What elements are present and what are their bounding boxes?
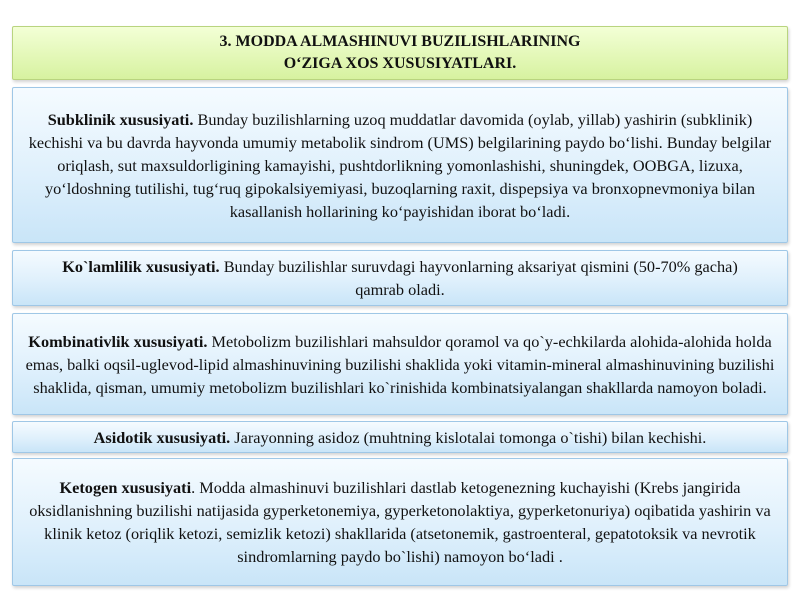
title-line-1: 3. MODDA ALMASHINUVI BUZILISHLARINING bbox=[219, 33, 581, 50]
section-ketogenic bbox=[12, 458, 788, 586]
section-label: Ko`lamlilik xususiyati. bbox=[62, 257, 220, 276]
section-text: Bunday buzilishlar suruvdagi hayvonlarning aksariyat qismini (50-70% gacha) qamrab oladi. bbox=[219, 257, 738, 299]
section-label: Asidotik xususiyati. bbox=[93, 427, 231, 447]
section-text: . Modda almashinuvi buzilishlari dastlab ketogenezning kuchayishi (Krebs jangirida oksidlanishning buzilishi natijasida gyperketonemiya, gyperketonolaktiya, gyperketonuriya) oqibatida yashirin va klinik ketoz (oriqlik ketozi, semizlik ketozi) shakllarida (atsetonemik, gastroenteral, gepatotoksik va nevrotik sindromlarning paydo bo`lishi) namoyon bo‘ladi . bbox=[29, 478, 771, 566]
page-title bbox=[12, 26, 788, 80]
section-acidotic bbox=[12, 421, 788, 453]
section-text: Bunday buzilishlarning uzoq muddatlar davomida (oylab, yillab) yashirin (subklinik) kechishi va bu davrda hayvonda umumiy metabolik sindrom (UMS) belgilarining paydo bo‘lishi. Bunday belgilar oriqlash, sut maxsuldorligining kamayishi, pushtdorlikning yomonlashishi, shuningdek, OOBGA, lizuxa, yo‘ldoshning tutilishi, tug‘ruq gipokalsiyemiyasi, buzoqlarning raxit, dispepsiya va bronxopnevmoniya bilan kasallanish hollarining ko‘payishidan iborat bo‘ladi. bbox=[28, 109, 772, 221]
title-line-2: O‘ZIGA XOS XUSUSIYATLARI. bbox=[283, 55, 517, 72]
section-scale bbox=[12, 250, 788, 306]
section-combinative bbox=[12, 313, 788, 415]
section-label: Ketogen xususiyati bbox=[59, 478, 192, 497]
section-text: Metobolizm buzilishlari mahsuldor qoramol va qo`y-echkilarda alohida-alohida holda emas, balki oqsil-uglevod-lipid almashinuvining buzilishi shaklida yoki vitamin-mineral almashinuvining buzilishi shaklida, qisman, umumiy metobolizm buzilishlari ko`rinishida kombinatsiyalangan shakllarda namoyon boladi. bbox=[25, 331, 775, 397]
section-label: Subklinik xususiyati. bbox=[47, 109, 194, 129]
section-text: Jarayonning asidoz (muhtning kislotalai tomonga o`tishi) bilan kechishi. bbox=[230, 427, 707, 447]
section-subclinical bbox=[12, 87, 788, 243]
section-label: Kombinativlik xususiyati. bbox=[28, 331, 208, 351]
